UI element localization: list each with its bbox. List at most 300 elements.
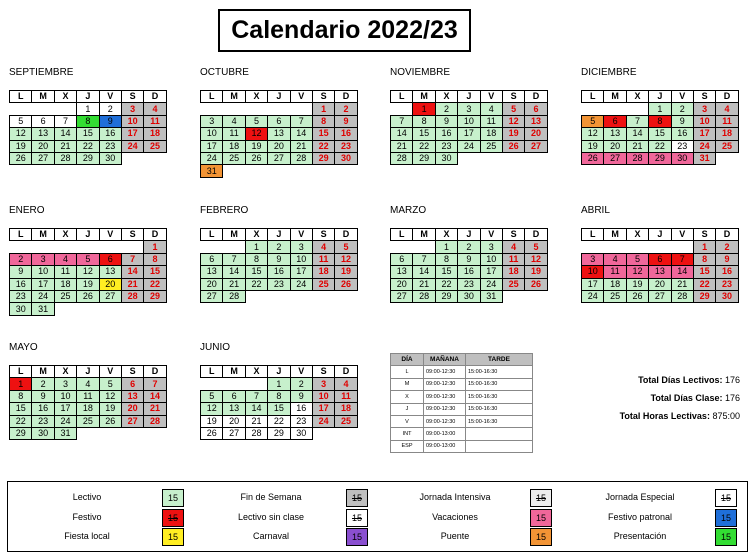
month-name: ABRIL [581,205,610,216]
day-cell: 6 [604,115,626,127]
weekday-header: D [144,229,166,241]
day-cell: 21 [54,140,76,152]
total-horas-lectivas: Total Horas Lectivas: 875:00 [619,411,740,421]
day-cell: 28 [626,152,648,164]
day-cell: 20 [32,140,54,152]
day-cell: 1 [649,103,671,115]
weekday-header: M [223,91,245,103]
weekday-header: J [268,366,290,378]
week-row [201,403,358,415]
day-cell: 5 [245,115,267,127]
day-cell: 18 [502,266,524,278]
empty-cell [245,378,267,390]
empty-cell [604,241,626,253]
day-cell: 27 [121,415,143,427]
weekday-header: S [312,366,334,378]
empty-cell [268,103,290,115]
day-cell: 29 [144,290,166,302]
month-name: DICIEMBRE [581,67,637,78]
day-cell: 27 [525,140,547,152]
week-row [201,241,358,253]
day-cell: 8 [693,253,715,265]
week-row [201,266,358,278]
month-octubre [200,66,370,178]
legend-label: Festivo patronal [607,512,673,522]
weekday-header: D [716,91,738,103]
week-row [201,427,358,439]
page-title: Calendario 2022/23 [218,9,471,52]
day-cell: 10 [54,390,76,402]
day-cell: 8 [312,115,334,127]
day-cell: 14 [144,390,166,402]
day-cell: 29 [693,290,715,302]
day-cell: 22 [413,140,435,152]
day-cell: 18 [480,128,502,140]
weekday-header: V [99,91,121,103]
day-cell: 25 [604,290,626,302]
day-cell: 24 [693,140,715,152]
week-row [10,140,167,152]
day-cell: 24 [290,278,312,290]
week-row [201,115,358,127]
month-grid [9,228,167,316]
empty-cell [335,290,357,302]
legend-label: Festivo [72,512,102,522]
day-cell: 5 [335,241,357,253]
schedule-row [391,378,533,390]
legend-item-finde [216,489,376,506]
month-name: JUNIO [200,342,230,353]
day-cell: 10 [121,115,143,127]
legend-item-vacaciones [400,509,560,526]
day-cell: 28 [671,290,693,302]
day-cell: 8 [77,115,99,127]
week-row [582,253,739,265]
day-cell: 21 [121,278,143,290]
legend-item-sinclase [216,509,376,526]
day-cell: 6 [649,253,671,265]
empty-cell [335,427,357,439]
day-cell: 8 [413,115,435,127]
legend-label: Carnaval [252,531,290,541]
month-abril [581,204,751,303]
week-row [391,103,548,115]
schedule-row [391,391,533,403]
day-cell: 13 [604,128,626,140]
day-cell: 7 [54,115,76,127]
empty-cell [99,427,121,439]
day-cell: 18 [312,266,334,278]
legend-item-lectivo [32,489,192,506]
day-cell: 4 [312,241,334,253]
schedule-afternoon: 15:00-16:30 [466,391,533,403]
week-row [10,403,167,415]
day-cell: 21 [245,415,267,427]
day-cell: 12 [525,253,547,265]
day-cell: 1 [144,241,166,253]
day-cell: 13 [223,403,245,415]
weekday-header: D [716,229,738,241]
day-cell: 14 [391,128,413,140]
month-name: MAYO [9,342,38,353]
week-row [391,115,548,127]
empty-cell [77,241,99,253]
day-cell: 31 [480,290,502,302]
day-cell: 13 [32,128,54,140]
week-row [391,152,548,164]
schedule-row [391,415,533,427]
day-cell: 26 [99,415,121,427]
weekday-header: J [268,229,290,241]
day-cell: 14 [54,128,76,140]
legend-item-patronal [585,509,745,526]
day-cell: 10 [458,115,480,127]
day-cell: 30 [32,427,54,439]
weekday-header: M [32,229,54,241]
legend-label: Vacaciones [432,512,478,522]
week-row [391,266,548,278]
empty-cell [391,241,413,253]
empty-cell [626,103,648,115]
day-cell: 4 [223,115,245,127]
empty-cell [54,241,76,253]
weekday-header: M [604,91,626,103]
day-cell: 7 [144,378,166,390]
day-cell: 3 [480,241,502,253]
day-cell: 29 [435,290,457,302]
day-cell: 27 [649,290,671,302]
day-cell: 14 [626,128,648,140]
day-cell: 9 [10,266,32,278]
day-cell: 20 [99,278,121,290]
day-cell: 13 [268,128,290,140]
month-grid [9,365,167,440]
day-cell: 16 [10,278,32,290]
weekday-header: S [312,229,334,241]
empty-cell [32,241,54,253]
week-row [201,378,358,390]
weekday-header: X [245,366,267,378]
legend-label: Lectivo [72,492,102,502]
week-row [582,140,739,152]
legend-swatch: 15 [530,528,552,546]
day-cell: 6 [121,378,143,390]
day-cell: 3 [54,378,76,390]
day-cell: 25 [335,415,357,427]
empty-cell [223,241,245,253]
legend-swatch: 15 [162,528,184,546]
weekday-header: J [649,229,671,241]
week-row [201,128,358,140]
day-cell: 2 [458,241,480,253]
day-cell: 2 [335,103,357,115]
month-grid [200,228,358,303]
day-cell: 24 [201,152,223,164]
week-row [582,128,739,140]
day-cell: 11 [604,266,626,278]
day-cell: 2 [10,253,32,265]
week-row [10,427,167,439]
empty-cell [77,427,99,439]
empty-cell [144,303,166,315]
weekday-header: V [290,91,312,103]
weekday-header: S [693,91,715,103]
weekday-header: M [223,366,245,378]
day-cell: 11 [144,115,166,127]
week-row [10,390,167,402]
legend-swatch: 15 [346,528,368,546]
day-cell: 10 [201,128,223,140]
day-cell: 26 [77,290,99,302]
day-cell: 15 [693,266,715,278]
weekday-header: D [335,91,357,103]
day-cell: 12 [99,390,121,402]
day-cell: 2 [99,103,121,115]
empty-cell [335,165,357,177]
month-diciembre [581,66,751,165]
day-cell: 25 [716,140,738,152]
day-cell: 12 [201,403,223,415]
day-cell: 15 [77,128,99,140]
day-cell: 4 [716,103,738,115]
empty-cell [391,103,413,115]
weekday-header: X [245,229,267,241]
weekday-header: D [144,366,166,378]
weekday-header: L [10,229,32,241]
schedule-day: ESP [391,440,424,452]
day-cell: 13 [121,390,143,402]
day-cell: 22 [649,140,671,152]
day-cell: 1 [312,103,334,115]
day-cell: 7 [413,253,435,265]
day-cell: 31 [32,303,54,315]
legend-swatch: 15 [162,489,184,507]
empty-cell [121,427,143,439]
day-cell: 13 [201,266,223,278]
schedule-day: INT [391,428,424,440]
day-cell: 7 [223,253,245,265]
empty-cell [626,241,648,253]
empty-cell [649,241,671,253]
day-cell: 19 [525,266,547,278]
day-cell: 24 [480,278,502,290]
empty-cell [201,241,223,253]
day-cell: 17 [480,266,502,278]
day-cell: 22 [10,415,32,427]
month-marzo [390,204,560,303]
weekday-header: S [121,229,143,241]
day-cell: 11 [480,115,502,127]
day-cell: 14 [223,266,245,278]
week-row [201,278,358,290]
schedule-row [391,403,533,415]
weekday-header: M [223,229,245,241]
week-row [201,390,358,402]
week-row [582,266,739,278]
weekday-header: D [335,229,357,241]
day-cell: 31 [54,427,76,439]
day-cell: 9 [99,115,121,127]
empty-cell [502,290,524,302]
day-cell: 3 [121,103,143,115]
empty-cell [99,303,121,315]
total-dias-lectivos: Total Días Lectivos: 176 [638,375,740,385]
day-cell: 8 [144,253,166,265]
month-grid [9,90,167,165]
week-row [201,152,358,164]
weekday-header: V [480,91,502,103]
legend-swatch: 15 [530,509,552,527]
day-cell: 14 [413,266,435,278]
weekday-header: X [626,91,648,103]
day-cell: 22 [693,278,715,290]
week-row [10,115,167,127]
day-cell: 27 [99,290,121,302]
day-cell: 5 [582,115,604,127]
day-cell: 8 [435,253,457,265]
day-cell: 1 [693,241,715,253]
day-cell: 25 [502,278,524,290]
day-cell: 2 [716,241,738,253]
day-cell: 17 [312,403,334,415]
weekday-header: V [480,229,502,241]
schedule-day: M [391,378,424,390]
empty-cell [54,103,76,115]
empty-cell [121,303,143,315]
day-cell: 4 [144,103,166,115]
day-cell: 9 [290,390,312,402]
weekday-header: X [435,91,457,103]
day-cell: 21 [144,403,166,415]
weekday-header: D [525,229,547,241]
empty-cell [502,152,524,164]
day-cell: 26 [245,152,267,164]
schedule-row [391,428,533,440]
day-cell: 24 [121,140,143,152]
weekday-header: S [312,91,334,103]
total-dias-clase: Total Días Clase: 176 [650,393,740,403]
schedule-morning: 09:00-12:30 [424,403,466,415]
month-febrero [200,204,370,303]
day-cell: 17 [290,266,312,278]
day-cell: 11 [54,266,76,278]
day-cell: 18 [223,140,245,152]
day-cell: 2 [290,378,312,390]
month-grid [581,90,739,165]
empty-cell [32,103,54,115]
empty-cell [312,165,334,177]
legend-label: Fin de Semana [240,492,302,502]
month-junio [200,341,370,440]
day-cell: 28 [391,152,413,164]
day-cell: 19 [626,278,648,290]
day-cell: 28 [121,290,143,302]
week-row [201,140,358,152]
day-cell: 21 [413,278,435,290]
legend-item-puente [400,528,560,545]
day-cell: 7 [626,115,648,127]
day-cell: 15 [10,403,32,415]
week-row [10,303,167,315]
day-cell: 21 [391,140,413,152]
day-cell: 7 [671,253,693,265]
weekday-header: S [502,91,524,103]
month-grid [390,228,548,303]
month-name: OCTUBRE [200,67,249,78]
empty-cell [201,103,223,115]
day-cell: 15 [144,266,166,278]
day-cell: 20 [201,278,223,290]
schedule-morning: 09:00-12:30 [424,378,466,390]
day-cell: 7 [290,115,312,127]
day-cell: 17 [693,128,715,140]
day-cell: 11 [502,253,524,265]
month-enero [9,204,179,316]
day-cell: 10 [312,390,334,402]
day-cell: 23 [716,278,738,290]
day-cell: 28 [223,290,245,302]
day-cell: 8 [649,115,671,127]
day-cell: 12 [626,266,648,278]
day-cell: 8 [245,253,267,265]
day-cell: 9 [435,115,457,127]
day-cell: 19 [335,266,357,278]
schedule-afternoon: 15:00-16:30 [466,415,533,427]
day-cell: 10 [693,115,715,127]
day-cell: 2 [435,103,457,115]
day-cell: 27 [604,152,626,164]
weekday-header: L [391,91,413,103]
weekday-header: M [32,366,54,378]
day-cell: 11 [716,115,738,127]
day-cell: 21 [290,140,312,152]
day-cell: 24 [458,140,480,152]
week-row [10,378,167,390]
day-cell: 14 [245,403,267,415]
empty-cell [312,427,334,439]
day-cell: 6 [268,115,290,127]
day-cell: 20 [391,278,413,290]
day-cell: 20 [649,278,671,290]
schedule-row [391,440,533,452]
day-cell: 11 [335,390,357,402]
weekday-header: X [54,366,76,378]
schedule-day: V [391,415,424,427]
day-cell: 7 [245,390,267,402]
legend-label: Presentación [613,531,667,541]
day-cell: 17 [582,278,604,290]
weekday-header: S [121,91,143,103]
day-cell: 1 [413,103,435,115]
day-cell: 19 [245,140,267,152]
empty-cell [245,290,267,302]
day-cell: 25 [77,415,99,427]
day-cell: 2 [671,103,693,115]
day-cell: 28 [290,152,312,164]
weekday-header: J [77,91,99,103]
day-cell: 25 [223,152,245,164]
day-cell: 5 [626,253,648,265]
day-cell: 1 [10,378,32,390]
day-cell: 9 [458,253,480,265]
day-cell: 11 [223,128,245,140]
day-cell: 18 [335,403,357,415]
empty-cell [10,103,32,115]
week-row [201,290,358,302]
weekday-header: J [458,91,480,103]
day-cell: 25 [480,140,502,152]
day-cell: 27 [268,152,290,164]
